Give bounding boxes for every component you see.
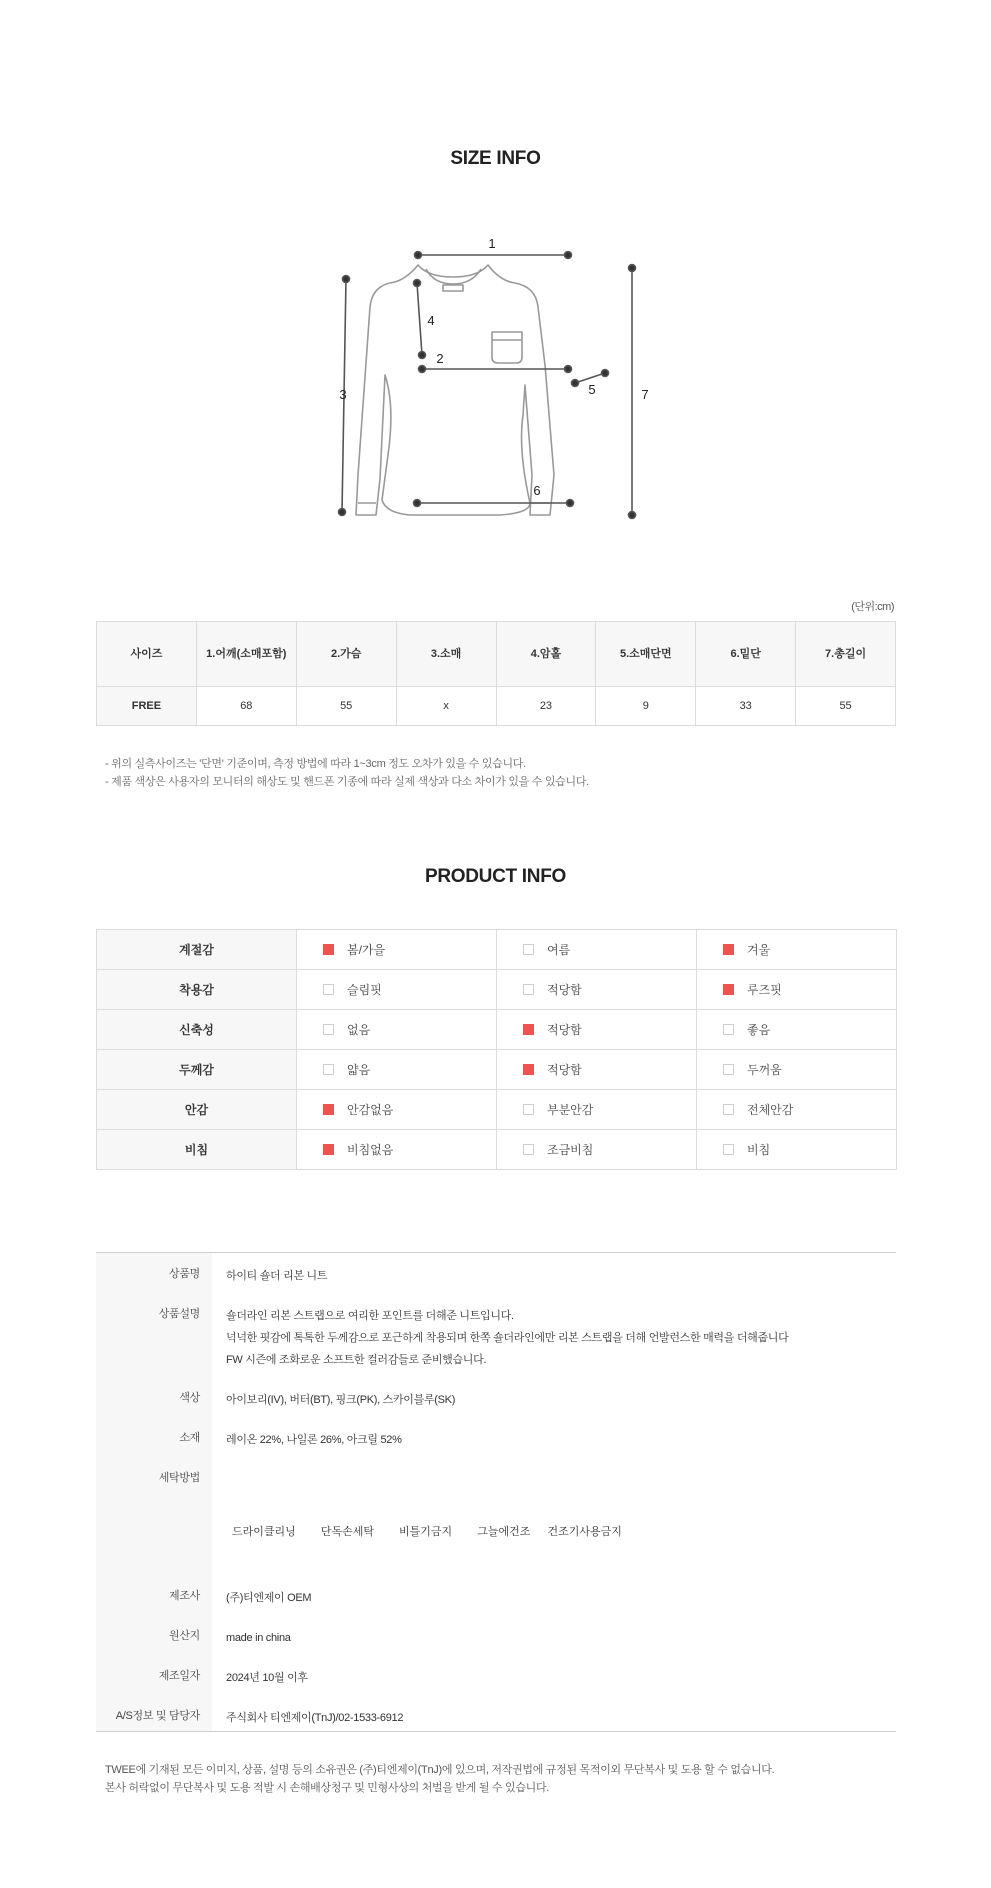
product-info-table bbox=[96, 929, 897, 1170]
no-wring-icon: 비틀기금지 bbox=[399, 1526, 453, 1538]
size-header: 6.밑단 bbox=[696, 622, 796, 687]
option-label: 얇음 bbox=[347, 1063, 371, 1077]
shade-dry-icon: 그늘에건조 bbox=[477, 1526, 531, 1538]
spec-key: 제조사 bbox=[169, 1590, 200, 1602]
product-info-option bbox=[297, 1010, 497, 1050]
size-header: 4.암홀 bbox=[496, 622, 596, 687]
unchecked-box-icon bbox=[523, 944, 534, 955]
size-table-header bbox=[97, 622, 896, 687]
unchecked-box-icon bbox=[723, 1064, 734, 1075]
product-info-option bbox=[697, 1050, 897, 1090]
sweater-outline bbox=[356, 265, 554, 515]
spec-key: 세탁방법 bbox=[158, 1472, 200, 1484]
product-info-option bbox=[697, 1130, 897, 1170]
size-info-title: SIZE INFO bbox=[450, 148, 541, 169]
size-notes bbox=[105, 755, 589, 791]
diagram-label-1: 1 bbox=[488, 236, 496, 251]
size-header: 5.소매단면 bbox=[596, 622, 696, 687]
checked-box-icon bbox=[323, 944, 334, 955]
unchecked-box-icon bbox=[723, 1024, 734, 1035]
product-info-label: 비침 bbox=[97, 1130, 297, 1170]
hand-wash-icon: 단독손세탁 bbox=[320, 1526, 374, 1538]
size-header: 2.가슴 bbox=[296, 622, 396, 687]
product-info-option bbox=[697, 1090, 897, 1130]
checked-box-icon bbox=[523, 1064, 534, 1075]
product-info-option bbox=[497, 1050, 697, 1090]
product-info-option bbox=[497, 970, 697, 1010]
product-info-option bbox=[297, 1090, 497, 1130]
option-label: 좋음 bbox=[747, 1023, 771, 1037]
option-label: 안감없음 bbox=[347, 1103, 394, 1117]
product-info-option bbox=[497, 1010, 697, 1050]
product-info-option bbox=[697, 970, 897, 1010]
option-label: 적당함 bbox=[547, 1023, 582, 1037]
copyright-line: TWEE에 기재된 모든 이미지, 상품, 설명 등의 소유권은 (주)티엔제이(TnJ)에 있으며, 저작권법에 규정된 목적이외 무단복사 및 도용 할 수 없습니다. bbox=[105, 1764, 775, 1776]
option-label: 적당함 bbox=[547, 1063, 582, 1077]
product-info-row bbox=[97, 970, 897, 1010]
product-spec-table bbox=[96, 1252, 896, 1732]
option-label: 조금비침 bbox=[547, 1143, 594, 1157]
product-info-label: 안감 bbox=[97, 1090, 297, 1130]
size-header: 7.총길이 bbox=[796, 622, 896, 687]
option-label: 비침 bbox=[747, 1143, 771, 1157]
unchecked-box-icon bbox=[723, 1144, 734, 1155]
description-line: 넉넉한 핏감에 톡톡한 두께감으로 포근하게 착용되며 한쪽 숄더라인에만 리본 스트랩을 더해 언발런스한 매력을 더해줍니다 bbox=[226, 1332, 789, 1344]
size-table bbox=[96, 621, 896, 726]
option-label: 적당함 bbox=[547, 983, 582, 997]
size-cell: FREE bbox=[97, 687, 197, 726]
product-info-option bbox=[497, 1130, 697, 1170]
option-label: 부분안감 bbox=[547, 1103, 594, 1117]
spec-value: 아이보리(IV), 버터(BT), 핑크(PK), 스카이블루(SK) bbox=[226, 1394, 456, 1406]
product-info-row bbox=[97, 1130, 897, 1170]
spec-value: 2024년 10월 이후 bbox=[226, 1672, 308, 1684]
size-note: - 위의 실측사이즈는 '단면' 기준이며, 측정 방법에 따라 1~3cm 정도 오차가 있을 수 있습니다. bbox=[105, 758, 526, 770]
unit-note: (단위:cm) bbox=[851, 601, 894, 613]
size-header: 사이즈 bbox=[97, 622, 197, 687]
product-info-option bbox=[297, 1130, 497, 1170]
option-label: 겨울 bbox=[747, 943, 771, 957]
unchecked-box-icon bbox=[523, 1104, 534, 1115]
size-cell: 33 bbox=[696, 687, 796, 726]
unchecked-box-icon bbox=[523, 984, 534, 995]
spec-value: (주)티엔제이 OEM bbox=[226, 1592, 312, 1604]
spec-key: 색상 bbox=[179, 1392, 200, 1404]
garment-measurement-diagram bbox=[330, 225, 660, 525]
product-info-option bbox=[297, 930, 497, 970]
spec-key: A/S정보 및 담당자 bbox=[115, 1710, 200, 1722]
option-label: 두꺼움 bbox=[747, 1063, 782, 1077]
size-header: 3.소매 bbox=[396, 622, 496, 687]
size-note: - 제품 색상은 사용자의 모니터의 해상도 및 핸드폰 기종에 따라 실제 색상과 다소 차이가 있을 수 있습니다. bbox=[105, 776, 589, 788]
option-label: 봄/가을 bbox=[347, 943, 386, 957]
spec-value: made in china bbox=[226, 1632, 291, 1644]
unchecked-box-icon bbox=[723, 1104, 734, 1115]
spec-key: 소재 bbox=[179, 1432, 200, 1444]
diagram-label-2: 2 bbox=[436, 351, 444, 366]
size-cell: 68 bbox=[196, 687, 296, 726]
checked-box-icon bbox=[323, 1144, 334, 1155]
dry-cleaning-icon: 드라이클리닝 bbox=[232, 1526, 296, 1538]
diagram-label-7: 7 bbox=[641, 387, 649, 402]
spec-value: 주식회사 티엔제이(TnJ)/02-1533-6912 bbox=[226, 1712, 404, 1724]
unchecked-box-icon bbox=[323, 1064, 334, 1075]
size-cell: 9 bbox=[596, 687, 696, 726]
option-label: 슬림핏 bbox=[347, 983, 382, 997]
description-line: 숄더라인 리본 스트랩으로 여리한 포인트를 더해준 니트입니다. bbox=[226, 1310, 514, 1322]
spec-key: 제조일자 bbox=[158, 1670, 200, 1682]
option-label: 없음 bbox=[347, 1023, 371, 1037]
spec-key: 상품명 bbox=[169, 1268, 200, 1280]
checked-box-icon bbox=[723, 984, 734, 995]
description-line: FW 시즌에 조화로운 소프트한 컬러감들로 준비했습니다. bbox=[226, 1354, 487, 1366]
product-info-label: 신축성 bbox=[97, 1010, 297, 1050]
product-info-option bbox=[297, 1050, 497, 1090]
size-cell: 55 bbox=[296, 687, 396, 726]
product-info-option bbox=[297, 970, 497, 1010]
option-label: 루즈핏 bbox=[747, 983, 782, 997]
spec-key: 원산지 bbox=[169, 1630, 200, 1642]
checked-box-icon bbox=[723, 944, 734, 955]
product-info-option bbox=[497, 930, 697, 970]
unchecked-box-icon bbox=[323, 984, 334, 995]
diagram-label-3: 3 bbox=[339, 387, 347, 402]
no-tumble-dry-icon: 건조기사용금지 bbox=[547, 1526, 622, 1538]
size-cell: 23 bbox=[496, 687, 596, 726]
product-info-label: 착용감 bbox=[97, 970, 297, 1010]
product-info-row bbox=[97, 1010, 897, 1050]
product-info-title: PRODUCT INFO bbox=[424, 866, 566, 887]
spec-value bbox=[226, 1305, 886, 1371]
option-label: 비침없음 bbox=[347, 1143, 394, 1157]
spec-value: 하이티 숄더 리본 니트 bbox=[226, 1270, 328, 1282]
product-info-label: 계절감 bbox=[97, 930, 297, 970]
diagram-label-6: 6 bbox=[533, 483, 541, 498]
copyright-notice bbox=[105, 1761, 774, 1797]
spec-value: 레이온 22%, 나일론 26%, 아크릴 52% bbox=[226, 1434, 402, 1446]
product-info-option bbox=[497, 1090, 697, 1130]
option-label: 여름 bbox=[547, 943, 571, 957]
product-info-option bbox=[697, 930, 897, 970]
product-info-option bbox=[697, 1010, 897, 1050]
checked-box-icon bbox=[323, 1104, 334, 1115]
size-cell: 55 bbox=[796, 687, 896, 726]
size-header: 1.어깨(소매포함) bbox=[196, 622, 296, 687]
product-info-row bbox=[97, 930, 897, 970]
diagram-label-4: 4 bbox=[427, 313, 435, 328]
copyright-line: 본사 허락없이 무단복사 및 도용 적발 시 손해배상청구 및 민형사상의 처벌을 받게 될 수 있습니다. bbox=[105, 1782, 550, 1794]
product-info-row bbox=[97, 1050, 897, 1090]
product-info-row bbox=[97, 1090, 897, 1130]
unchecked-box-icon bbox=[523, 1144, 534, 1155]
checked-box-icon bbox=[523, 1024, 534, 1035]
washing-icons bbox=[232, 1523, 644, 1539]
diagram-label-5: 5 bbox=[588, 382, 596, 397]
unchecked-box-icon bbox=[323, 1024, 334, 1035]
option-label: 전체안감 bbox=[747, 1103, 794, 1117]
size-cell: x bbox=[396, 687, 496, 726]
product-info-label: 두께감 bbox=[97, 1050, 297, 1090]
table-row bbox=[97, 687, 896, 726]
spec-key: 상품설명 bbox=[158, 1308, 200, 1320]
